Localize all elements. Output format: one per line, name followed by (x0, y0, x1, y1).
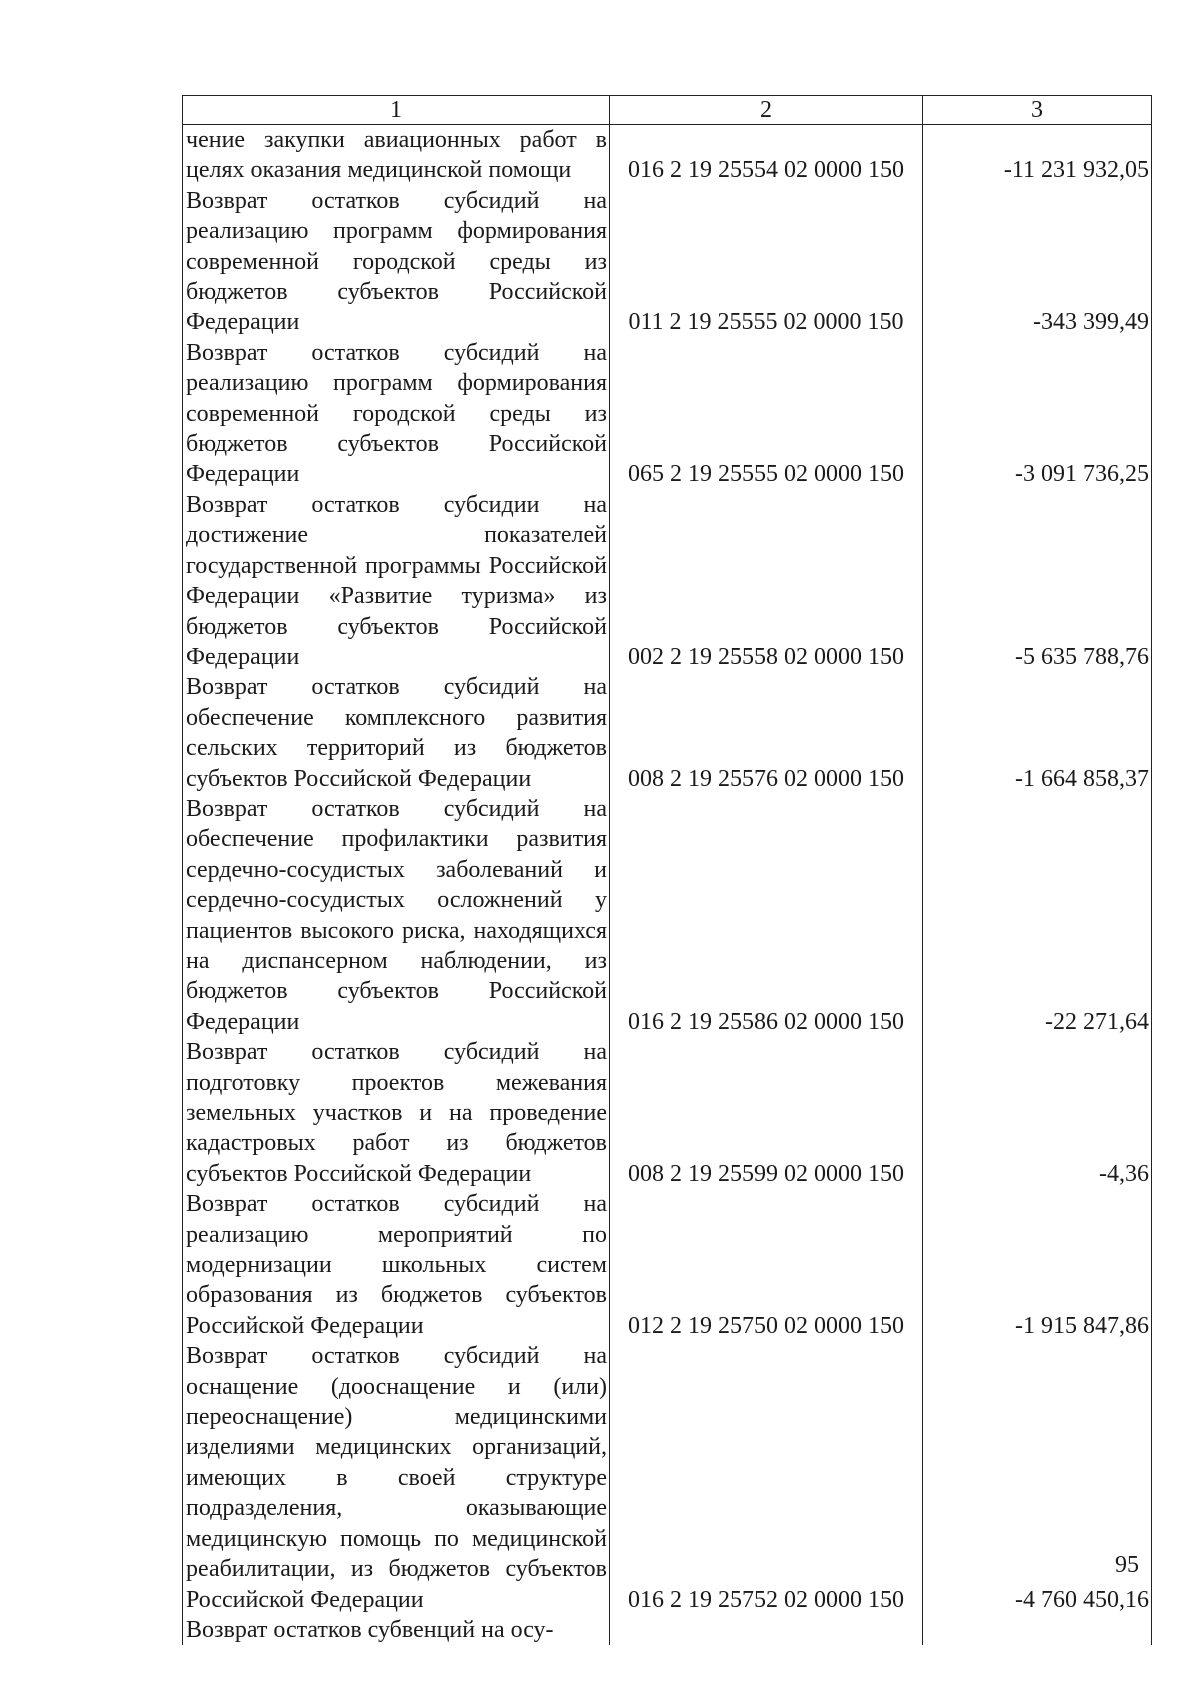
row-code: 002 2 19 25558 02 0000 150 (610, 490, 923, 672)
table-row (183, 672, 1152, 794)
row-description: Возврат остатков субсидий на обеспечение комплексного развития сельских территорий из бюджетов субъектов Российской Федерации (183, 672, 610, 794)
row-description: Возврат остатков субсидий на оснащение (дооснащение и (или) переоснащение) медицинскими изделиями медицинских организаций, имеющих в своей структуре подразделения, оказывающие медицинскую помощь по медицинской реабилитации, из бюджетов субъектов Российской Федерации (183, 1341, 610, 1615)
row-amount (923, 1615, 1152, 1645)
row-amount: -4,36 (923, 1037, 1152, 1189)
row-description: Возврат остатков субсидий на реализацию программ формирования современной городской среды из бюджетов субъектов Российской Федерации (183, 338, 610, 490)
table-row (183, 1037, 1152, 1189)
table-header-row (183, 96, 1152, 125)
column-header: 3 (923, 96, 1152, 125)
row-description: Возврат остатков субсидий на обеспечение профилактики развития сердечно-сосудистых заболеваний и сердечно-сосудистых осложнений у пациентов высокого риска, находящихся на диспансерном наблюдении, из бюджетов субъектов Российской Федерации (183, 794, 610, 1037)
row-code: 008 2 19 25599 02 0000 150 (610, 1037, 923, 1189)
table-row (183, 794, 1152, 1037)
row-code: 012 2 19 25750 02 0000 150 (610, 1189, 923, 1341)
row-amount: -5 635 788,76 (923, 490, 1152, 672)
row-code: 016 2 19 25752 02 0000 150 (610, 1341, 923, 1615)
row-description: Возврат остатков субсидий на реализацию мероприятий по модернизации школьных систем образования из бюджетов субъектов Российской Федерации (183, 1189, 610, 1341)
row-description: Возврат остатков субвенций на осу- (183, 1615, 610, 1645)
row-description: чение закупки авиационных работ в целях оказания медицинской помощи (183, 125, 610, 186)
row-amount: -22 271,64 (923, 794, 1152, 1037)
page-number: 95 (1115, 1552, 1139, 1578)
table-row (183, 338, 1152, 490)
table-row (183, 1615, 1152, 1645)
row-code: 065 2 19 25555 02 0000 150 (610, 338, 923, 490)
row-description: Возврат остатков субсидий на подготовку проектов межевания земельных участков и на проведение кадастровых работ из бюджетов субъектов Российской Федерации (183, 1037, 610, 1189)
budget-table (182, 95, 1152, 1645)
row-amount: -3 091 736,25 (923, 338, 1152, 490)
table-row (183, 186, 1152, 338)
row-amount: -1 915 847,86 (923, 1189, 1152, 1341)
row-amount: -4 760 450,16 (923, 1341, 1152, 1615)
table-row (183, 125, 1152, 186)
table-row (183, 1341, 1152, 1615)
column-header: 2 (610, 96, 923, 125)
table-row (183, 1189, 1152, 1341)
column-header: 1 (183, 96, 610, 125)
row-code: 008 2 19 25576 02 0000 150 (610, 672, 923, 794)
row-description: Возврат остатков субсидии на достижение показателей государственной программы Российской Федерации «Развитие туризма» из бюджетов субъектов Российской Федерации (183, 490, 610, 672)
row-code: 016 2 19 25554 02 0000 150 (610, 125, 923, 186)
row-code: 016 2 19 25586 02 0000 150 (610, 794, 923, 1037)
table-row (183, 490, 1152, 672)
row-amount: -343 399,49 (923, 186, 1152, 338)
row-code: 011 2 19 25555 02 0000 150 (610, 186, 923, 338)
row-amount: -11 231 932,05 (923, 125, 1152, 186)
row-amount: -1 664 858,37 (923, 672, 1152, 794)
row-description: Возврат остатков субсидий на реализацию программ формирования современной городской среды из бюджетов субъектов Российской Федерации (183, 186, 610, 338)
row-code (610, 1615, 923, 1645)
